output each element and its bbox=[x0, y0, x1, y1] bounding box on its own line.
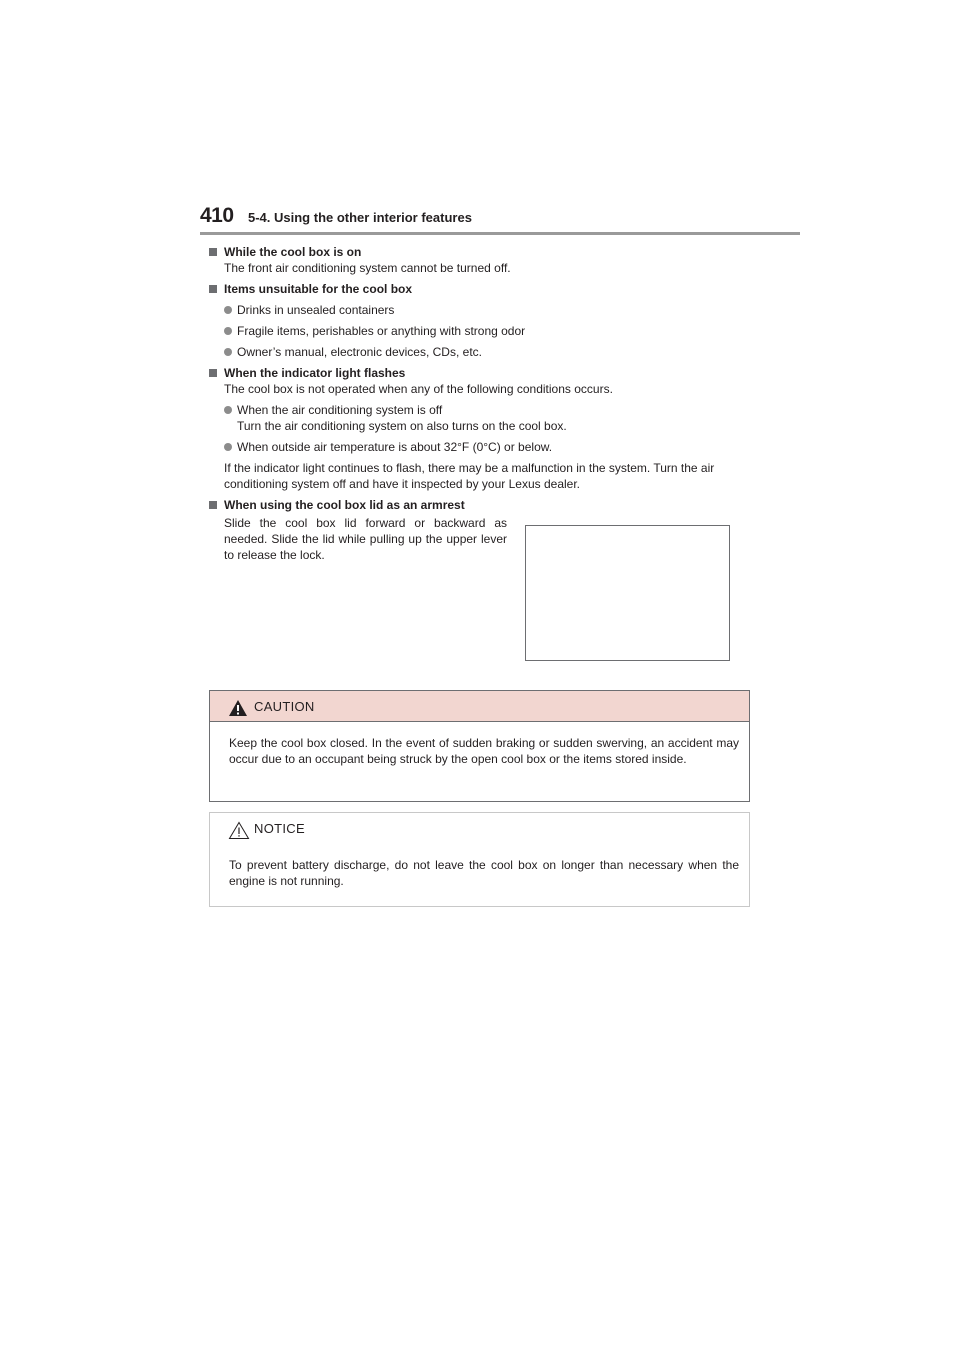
warning-outline-icon bbox=[228, 821, 250, 840]
list-item: Owner’s manual, electronic devices, CDs, etc. bbox=[224, 344, 749, 360]
round-bullet-icon bbox=[224, 348, 232, 356]
bullet-subline: Turn the air conditioning system on also turns on the cool box. bbox=[237, 419, 567, 433]
paragraph: Slide the cool box lid forward or backward as needed. Slide the lid while pulling up the upper lever to release the lock. bbox=[224, 516, 507, 562]
list-item: When outside air temperature is about 32°F (0°C) or below. bbox=[224, 439, 749, 455]
caution-text: Keep the cool box closed. In the event of sudden braking or sudden swerving, an accident may occur due to an occupant being struck by the open cool box or the items stored inside. bbox=[229, 736, 739, 766]
illustration-frame bbox=[525, 525, 730, 661]
notice-title: NOTICE bbox=[254, 821, 305, 836]
round-bullet-icon bbox=[224, 406, 232, 414]
notice-box bbox=[209, 812, 750, 907]
paragraph: If the indicator light continues to flash, there may be a malfunction in the system. Turn the air conditioning system off and have it inspected by your Lexus dealer. bbox=[224, 461, 715, 491]
section-cool-box-on bbox=[209, 244, 749, 276]
page-number: 410 bbox=[200, 204, 234, 227]
section-heading: While the cool box is on bbox=[209, 244, 749, 260]
bullet-line: When the air conditioning system is off bbox=[237, 403, 443, 417]
warning-triangle-icon bbox=[228, 699, 248, 717]
caution-title: CAUTION bbox=[254, 699, 315, 714]
notice-text: To prevent battery discharge, do not leave the cool box on longer than necessary when the engine is not running. bbox=[229, 858, 739, 888]
list-item: Drinks in unsealed containers bbox=[224, 302, 749, 318]
section-heading: Items unsuitable for the cool box bbox=[209, 281, 749, 297]
list-item: Fragile items, perishables or anything with strong odor bbox=[224, 323, 749, 339]
paragraph: The cool box is not operated when any of the following conditions occurs. bbox=[224, 382, 613, 396]
section-indicator-flashes bbox=[209, 365, 749, 492]
caution-header bbox=[210, 691, 749, 722]
square-bullet-icon bbox=[209, 248, 217, 256]
paragraph: The front air conditioning system cannot be turned off. bbox=[224, 261, 511, 275]
section-unsuitable-items bbox=[209, 281, 749, 360]
caution-box bbox=[209, 690, 750, 802]
round-bullet-icon bbox=[224, 306, 232, 314]
header-rule bbox=[200, 232, 800, 235]
square-bullet-icon bbox=[209, 285, 217, 293]
section-heading: When using the cool box lid as an armrest bbox=[209, 497, 749, 513]
list-item bbox=[224, 402, 749, 434]
section-armrest bbox=[209, 497, 749, 665]
section-title: 5-4. Using the other interior features bbox=[248, 210, 472, 225]
square-bullet-icon bbox=[209, 501, 217, 509]
round-bullet-icon bbox=[224, 443, 232, 451]
section-heading: When the indicator light flashes bbox=[209, 365, 749, 381]
page-header bbox=[200, 200, 800, 236]
square-bullet-icon bbox=[209, 369, 217, 377]
round-bullet-icon bbox=[224, 327, 232, 335]
main-content bbox=[209, 244, 749, 670]
